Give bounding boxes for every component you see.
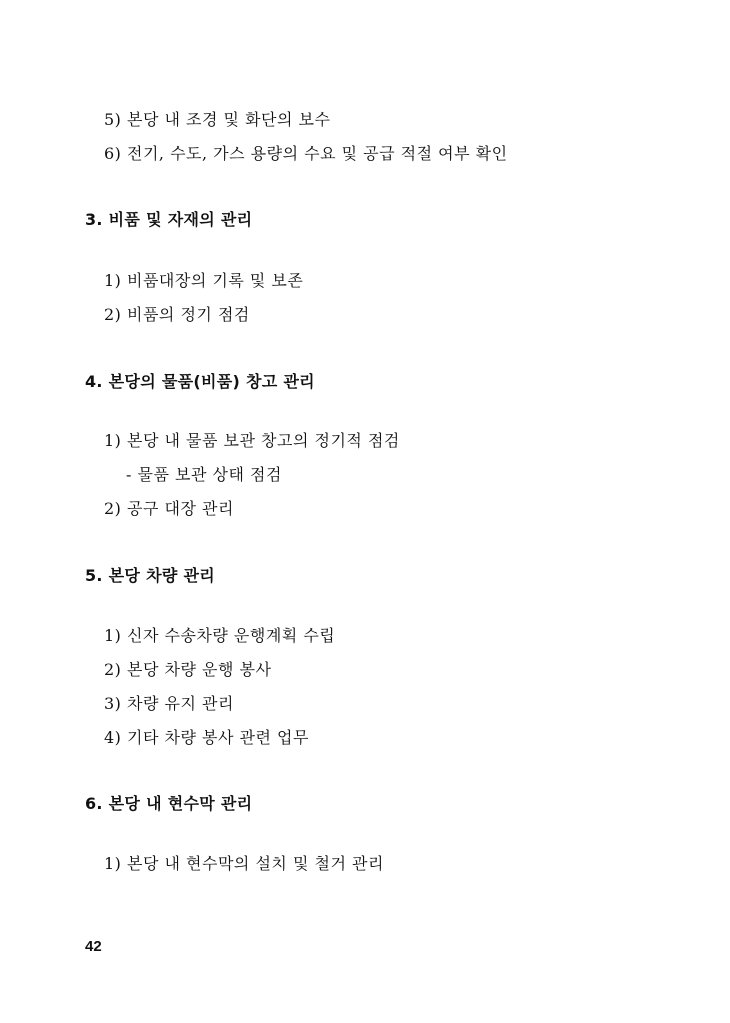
- section-heading: 5. 본당 차량 관리: [85, 566, 215, 585]
- page-number: 42: [85, 938, 102, 955]
- list-item: 1) 신자 수송차량 운행계획 수립: [104, 626, 336, 645]
- list-item: 6) 전기, 수도, 가스 용량의 수요 및 공급 적절 여부 확인: [104, 144, 508, 163]
- section-heading: 3. 비품 및 자재의 관리: [85, 210, 253, 229]
- section-heading: 4. 본당의 물품(비품) 창고 관리: [85, 372, 315, 391]
- list-item: 5) 본당 내 조경 및 화단의 보수: [104, 110, 331, 129]
- list-item: 2) 공구 대장 관리: [104, 499, 234, 518]
- list-item: 4) 기타 차량 봉사 관련 업무: [104, 728, 309, 747]
- list-item: 3) 차량 유지 관리: [104, 694, 234, 713]
- list-item: 2) 비품의 정기 점검: [104, 305, 250, 324]
- list-item: 1) 비품대장의 기록 및 보존: [104, 271, 304, 290]
- list-item: 1) 본당 내 물품 보관 창고의 정기적 점검: [104, 431, 400, 450]
- sub-list-item: - 물품 보관 상태 점검: [126, 465, 282, 484]
- list-item: 1) 본당 내 현수막의 설치 및 철거 관리: [104, 854, 384, 873]
- section-heading: 6. 본당 내 현수막 관리: [85, 794, 253, 813]
- list-item: 2) 본당 차량 운행 봉사: [104, 660, 272, 679]
